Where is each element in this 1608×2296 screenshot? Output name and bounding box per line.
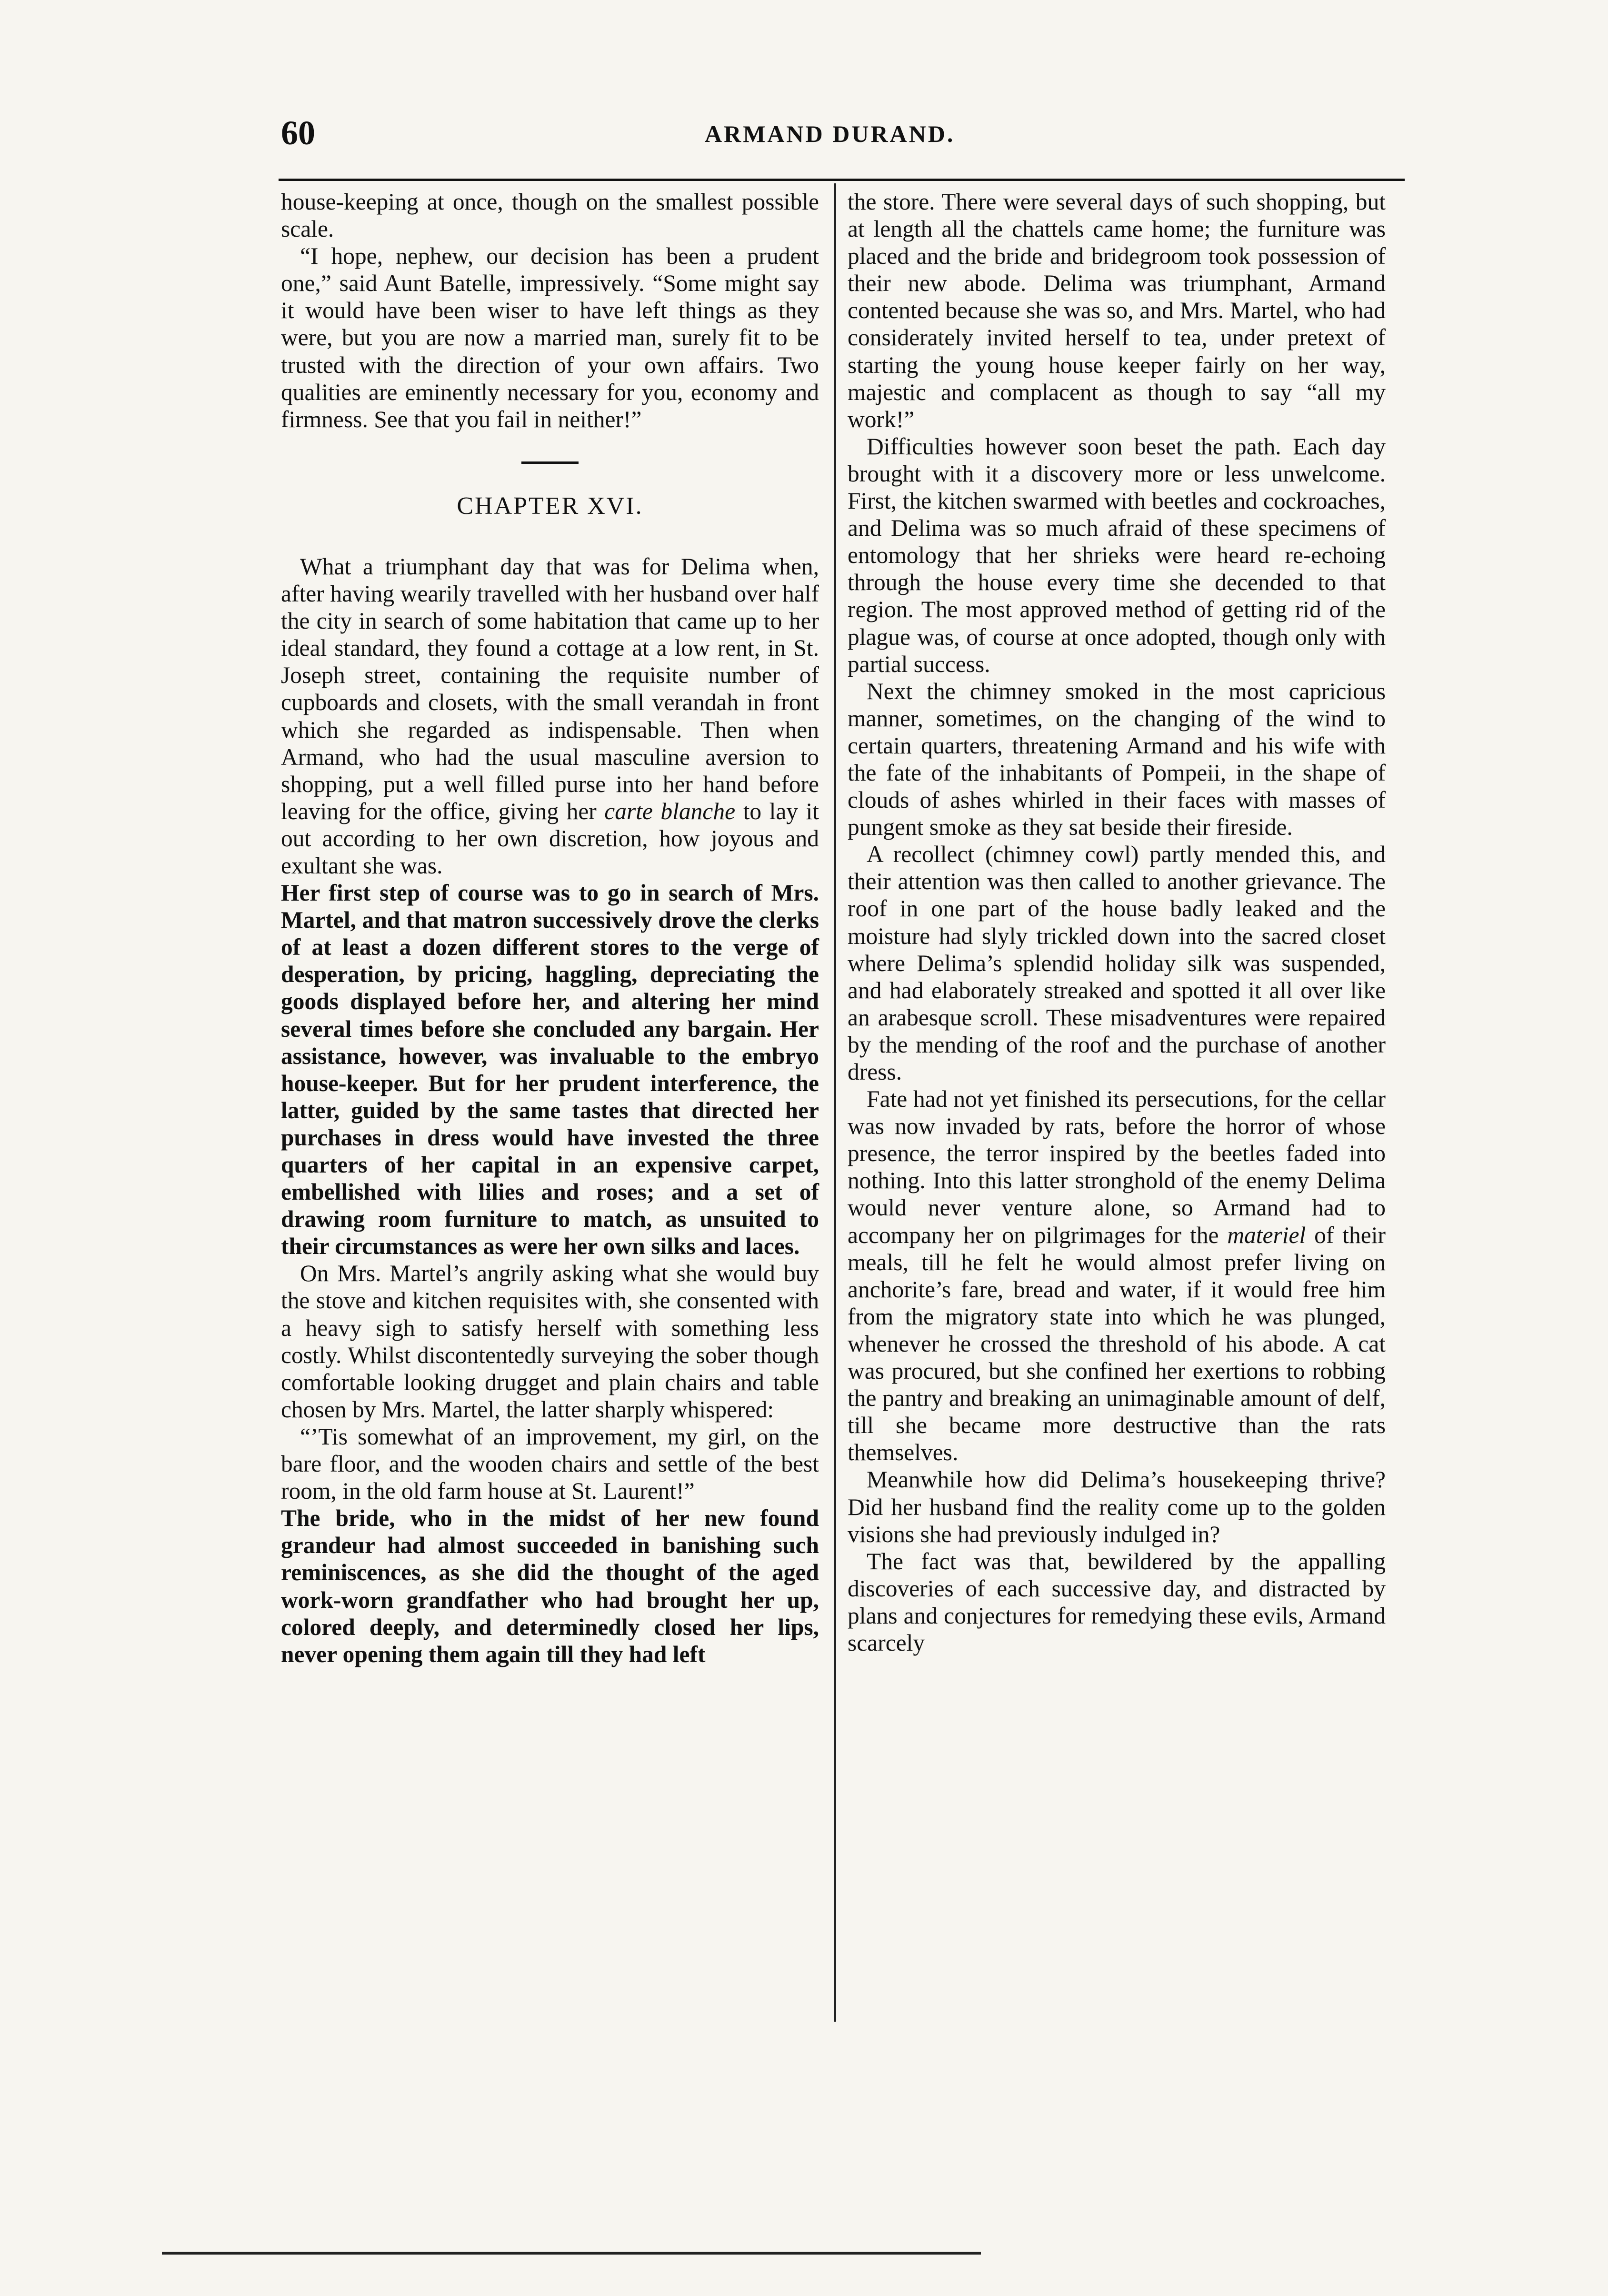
paragraph-text: Fate had not yet finished its persecutions, for the cellar was now invaded by rats, before the horror of whose presence, the terror inspired by the beetles faded into nothing. Into this latter stronghold of the enemy Delima would never venture alone, so Armand had to accompany her on pilgrimages for the [848, 1086, 1386, 1248]
paragraph-text: What a triumphant day that was for Delima when, after having wearily travelled with her husband over half the city in search of some habitation that came up to her ideal standard, they found a cottage at a low rent, in St. Joseph street, containing the requisite number of cupboards and closets, with the small verandah in front which she regarded as indispensable. Then when Armand, who had the usual masculine aversion to shopping, put a well filled purse into her hand before leaving for the office, giving her [281, 553, 819, 824]
paragraph: “I hope, nephew, our decision has been a prudent one,” said Aunt Batelle, impressively. “Some might say it would have been wiser to have left things as they were, but you are now a married man, surely fit to be trusted with the direction of your own affairs. Two qualities are eminently necessary for you, economy and firmness. See that you fail in neither!” [281, 243, 819, 432]
italic-phrase: materiel [1227, 1222, 1306, 1248]
paragraph: Difficulties however soon beset the path. Each day brought with it a discovery more or less unwelcome. First, the kitchen swarmed with beetles and cockroaches, and Delima was so much afraid of these specimens of entomology that her shrieks were heard re-echoing through the house every time she decended to that region. The most approved method of getting rid of the plague was, of course at once adopted, though only with partial success. [848, 433, 1386, 677]
paragraph: The fact was that, bewildered by the appalling discoveries of each successive day, and distracted by plans and conjectures for remedying these evils, Armand scarcely [848, 1548, 1386, 1656]
paragraph [281, 553, 819, 879]
section-divider [521, 461, 579, 464]
paragraph: Meanwhile how did Delima’s housekeeping thrive? Did her husband find the reality come up to the golden visions she had previously indulged in? [848, 1466, 1386, 1547]
paragraph: A recollect (chimney cowl) partly mended this, and their attention was then called to another grievance. The roof in one part of the house badly leaked and the moisture had slyly trickled down into the sacred closet where Delima’s splendid holiday silk was suspended, and had elaborately streaked and spotted it all over like an arabesque scroll. These misadventures were repaired by the mending of the roof and the purchase of another dress. [848, 841, 1386, 1085]
paragraph: The bride, who in the midst of her new found grandeur had almost succeeded in banishing such reminiscences, as she did the thought of the aged work-worn grandfather who had brought her up, colored deeply, and determinedly closed her lips, never opening them again till they had left [281, 1505, 819, 1667]
paragraph-text: to lay it out according to her own discretion, how joyous and exultant she was. [281, 798, 819, 879]
paragraph: house-keeping at once, though on the smallest possible scale. [281, 189, 819, 242]
page-number: 60 [281, 114, 315, 152]
column-divider [834, 183, 836, 2022]
header-rule [279, 179, 1405, 181]
paragraph: Her first step of course was to go in search of Mrs. Martel, and that matron successively drove the clerks of at least a dozen different stores to the verge of desperation, by pricing, haggling, depreciating the goods displayed before her, and altering her mind several times before she concluded any bargain. Her assistance, however, was invaluable to the embryo house-keeper. But for her prudent interference, the latter, guided by the same tastes that directed her purchases in dress would have invested the three quarters of her capital in an expensive carpet, embellished with lilies and roses; and a set of drawing room furniture to match, as unsuited to their circumstances as were her own silks and laces. [281, 880, 819, 1260]
paragraph: Next the chimney smoked in the most capricious manner, sometimes, on the changing of the wind to certain quarters, threatening Armand and his wife with the fate of the inhabitants of Pompeii, in the shape of clouds of ashes whirled in their faces with masses of pungent smoke as they sat beside their fireside. [848, 678, 1386, 841]
paragraph: On Mrs. Martel’s angrily asking what she would buy the stove and kitchen requisites with, she consented with a heavy sigh to satisfy herself with something less costly. Whilst discontentedly surveying the sober though comfortable looking drugget and plain chairs and table chosen by Mrs. Martel, the latter sharply whispered: [281, 1260, 819, 1423]
italic-phrase: carte blanche [604, 798, 736, 824]
chapter-title: CHAPTER XVI. [457, 492, 643, 520]
footer-rule [162, 2252, 981, 2255]
right-column [848, 188, 1386, 1656]
paragraph [848, 1085, 1386, 1466]
paragraph: the store. There were several days of such shopping, but at length all the chattels came home; the furniture was placed and the bride and bridegroom took possession of their new abode. Delima was triumphant, Armand contented because she was so, and Mrs. Martel, who had considerately invited herself to tea, under pretext of starting the young house keeper fairly on her way, majestic and complacent as though to say “all my work!” [848, 189, 1386, 432]
paragraph: “’Tis somewhat of an improvement, my girl, on the bare floor, and the wooden chairs and settle of the best room, in the old farm house at St. Laurent!” [281, 1423, 819, 1504]
left-column [281, 188, 819, 1668]
paragraph-text: of their meals, till he felt he would almost prefer living on anchorite’s fare, bread and water, if it would free him from the migratory state into which he was plunged, whenever he crossed the threshold of his abode. A cat was procured, but she confined her exertions to robbing the pantry and breaking an unimaginable amount of delf, till she became more destructive than the rats themselves. [848, 1222, 1386, 1466]
running-head: ARMAND DURAND. [705, 120, 955, 147]
